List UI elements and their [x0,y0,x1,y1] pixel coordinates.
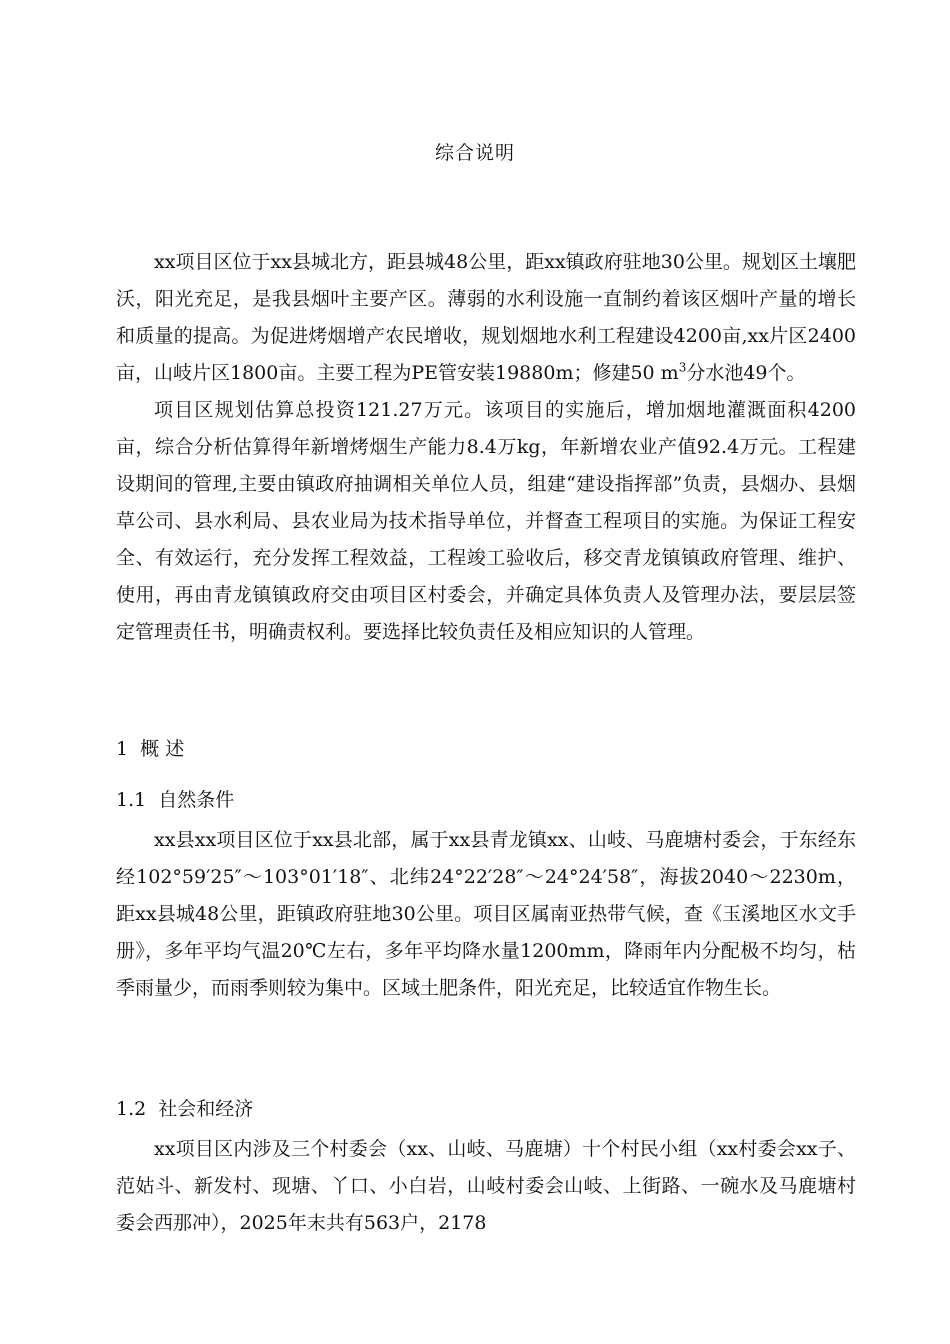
intro-paragraph-1-tail: 分水池49个。 [686,362,806,384]
document-title: 综合说明 [434,142,515,164]
natural-conditions-section [116,822,856,1007]
section-heading-1-1: 1.1 自然条件 [116,789,235,811]
intro-paragraph-1 [116,244,856,392]
social-economy-paragraph: xx项目区内涉及三个村委会（xx、山岐、马鹿塘）十个村民小组（xx村委会xx子、范姑斗、新发村、现塘、丫口、小白岩，山岐村委会山岐、上街路、一碗水及马鹿塘村委会西那冲），2025年末共有563户，2178 [116,1138,856,1234]
section-heading-1-2: 1.2 社会和经济 [116,1098,254,1120]
intro-paragraph-1-text: xx项目区位于xx县城北方，距县城48公里，距xx镇政府驻地30公里。规划区土壤肥沃，阳光充足，是我县烟叶主要产区。薄弱的水利设施一直制约着该区烟叶产量的增长和质量的提高。为促进烤烟增产农民增收，规划烟地水利工程建设4200亩,xx片区2400亩，山岐片区1800亩。主要工程为PE管安装19880m；修建50 m [116,251,856,384]
social-economy-section [116,1131,856,1242]
intro-paragraph-2: 项目区规划估算总投资121.27万元。该项目的实施后，增加烟地灌溉面积4200亩，综合分析估算得年新增烤烟生产能力8.4万kg，年新增农业产值92.4万元。工程建设期间的管理,主要由镇政府抽调相关单位人员，组建“建设指挥部”负责，县烟办、县烟草公司、县水利局、县农业局为技术指导单位，并督查工程项目的实施。为保证工程安全、有效运行，充分发挥工程效益，工程竣工验收后，移交青龙镇镇政府管理、维护、使用，再由青龙镇镇政府交由项目区村委会，并确定具体负责人及管理办法，要层层签定管理责任书，明确责权利。要选择比较负责任及相应知识的人管理。 [116,399,856,643]
intro-section [116,244,856,651]
superscript-cubic: 3 [678,360,687,375]
section-heading-1: 1 概 述 [116,738,185,760]
natural-conditions-paragraph: xx县xx项目区位于xx县北部，属于xx县青龙镇xx、山岐、马鹿塘村委会，于东经东经102°59′25″～103°01′18″、北纬24°22′28″～24°24′58″，海拔2040～2230m，距xx县城48公里，距镇政府驻地30公里。项目区属南亚热带气候，查《玉溪地区水文手册》，多年平均气温20℃左右，多年平均降水量1200mm，降雨年内分配极不均匀，枯季雨量少，而雨季则较为集中。区域土肥条件，阳光充足，比较适宜作物生长。 [116,829,856,999]
